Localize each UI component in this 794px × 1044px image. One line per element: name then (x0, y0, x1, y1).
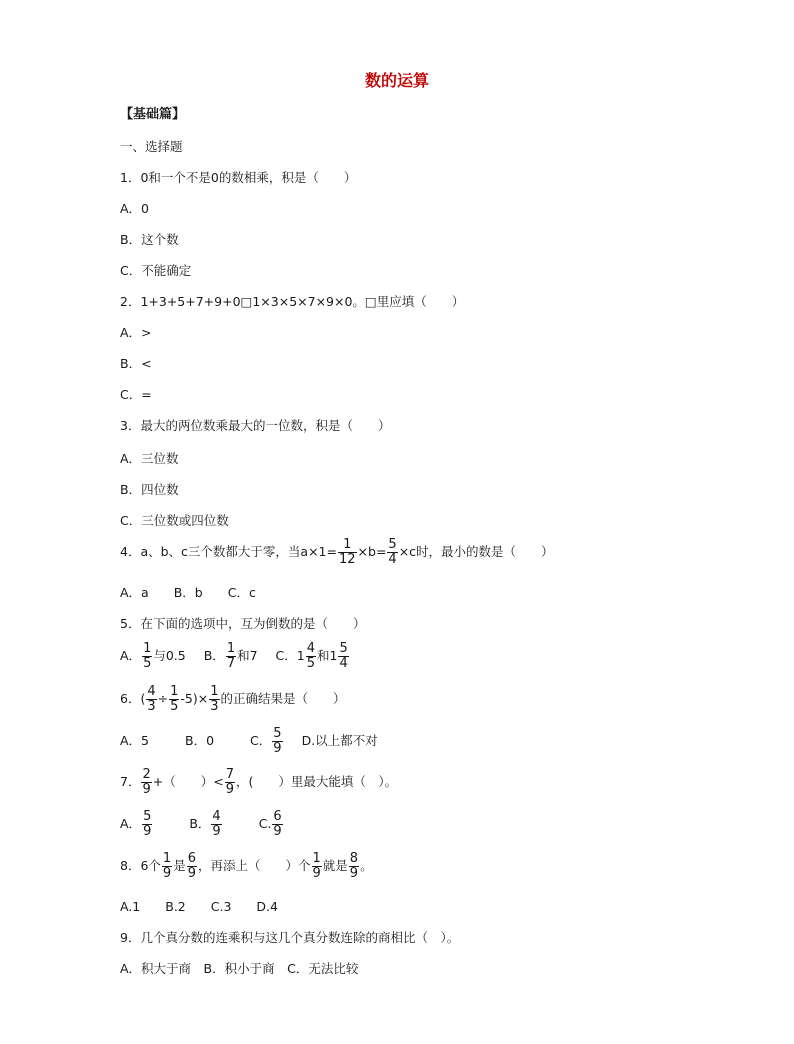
fraction: $\frac{1}{5}$ (143, 641, 152, 671)
question-3-option-c: C．三位数或四位数 (120, 513, 229, 528)
question-1-option-c: C．不能确定 (120, 263, 192, 278)
question-2-option-b: B．< (120, 356, 152, 371)
question-1-option-b: B．这个数 (120, 232, 179, 247)
question-7-stem: 7． $\frac{2}{9}$ +（ ）< $\frac{7}{9}$ ，( ）里最大能填（ ）。 (120, 767, 398, 797)
question-3-option-b: B．四位数 (120, 482, 179, 497)
fraction: $\frac{4}{9}$ (212, 809, 221, 839)
fraction: $\frac{1}{9}$ (312, 851, 321, 881)
question-5-options: A． $\frac{1}{5}$ 与0.5 B． $\frac{1}{7}$ 和7 C．1 $\frac{4}{5}$ 和1 $\frac{5}{4}$ (120, 641, 348, 671)
fraction: $\frac{5}{4}$ (339, 641, 348, 671)
question-3-option-a: A．三位数 (120, 451, 179, 466)
question-9-stem: 9．几个真分数的连乘积与这几个真分数连除的商相比（ ）。 (120, 930, 460, 945)
fraction: $\frac{6}{9}$ (273, 809, 282, 839)
fraction: $\frac{4}{5}$ (306, 641, 316, 671)
question-8-stem: 8．6个 $\frac{1}{9}$ 是 $\frac{6}{9}$ ，再添上（ ）个 $\frac{1}{9}$ 就是 $\frac{8}{9}$ 。 (120, 851, 373, 881)
question-2-option-c: C．= (120, 387, 152, 402)
question-4-stem (120, 538, 554, 567)
question-2-stem: 2．1+3+5+7+9+0□1×3×5×7×9×0。□里应填（ ） (120, 294, 465, 309)
question-4-text-pre: 4．a、b、c三个数都大于零，当a×1= (120, 544, 337, 559)
question-1-option-a: A．0 (120, 201, 150, 216)
fraction: $\frac{1}{7}$ (226, 641, 236, 671)
fraction: $\frac{5}{9}$ (273, 726, 282, 756)
question-3-stem: 3．最大的两位数乘最大的一位数，积是（ ） (120, 418, 391, 433)
question-4-text-mid: ×b= (357, 544, 387, 559)
question-7-options: A． $\frac{5}{9}$ B． $\frac{4}{9}$ C. $\frac{6}{9}$ (120, 809, 282, 839)
question-5-stem: 5．在下面的选项中，互为倒数的是（ ） (120, 616, 366, 631)
section-heading: 【基础篇】 (120, 107, 186, 122)
part-heading: 一、选择题 (120, 139, 183, 154)
fraction: $\frac{1}{9}$ (162, 851, 172, 881)
fraction: $\frac{6}{9}$ (187, 851, 196, 881)
question-4-text-post: ×c时，最小的数是（ ） (398, 544, 554, 559)
page-title: 数的运算 (364, 71, 429, 90)
fraction: $\frac{1}{3}$ (210, 684, 219, 714)
question-1-stem: 1．0和一个不是0的数相乘，积是（ ） (120, 170, 357, 185)
question-4-options: A．a B．b C．c (120, 585, 256, 600)
question-8-options: A.1 B.2 C.3 D.4 (120, 899, 278, 914)
question-2-option-a: A．> (120, 325, 152, 340)
question-9-options: A．积大于商 B．积小于商 C．无法比较 (120, 961, 359, 976)
fraction: $\frac{4}{3}$ (147, 684, 156, 714)
fraction: $\frac{1}{12}$ (338, 537, 356, 567)
fraction: $\frac{7}{9}$ (225, 767, 234, 797)
fraction: $\frac{5}{9}$ (143, 809, 152, 839)
fraction: $\frac{2}{9}$ (142, 767, 151, 797)
fraction: $\frac{8}{9}$ (349, 851, 359, 881)
fraction: $\frac{1}{5}$ (170, 684, 179, 714)
question-6-stem: 6．( $\frac{4}{3}$ ÷ $\frac{1}{5}$ -5)× $\frac{1}{3}$ 的正确结果是（ ） (120, 684, 346, 714)
question-6-options: A．5 B．0 C． $\frac{5}{9}$ D.以上都不对 (120, 726, 378, 756)
fraction: $\frac{5}{4}$ (388, 537, 397, 567)
